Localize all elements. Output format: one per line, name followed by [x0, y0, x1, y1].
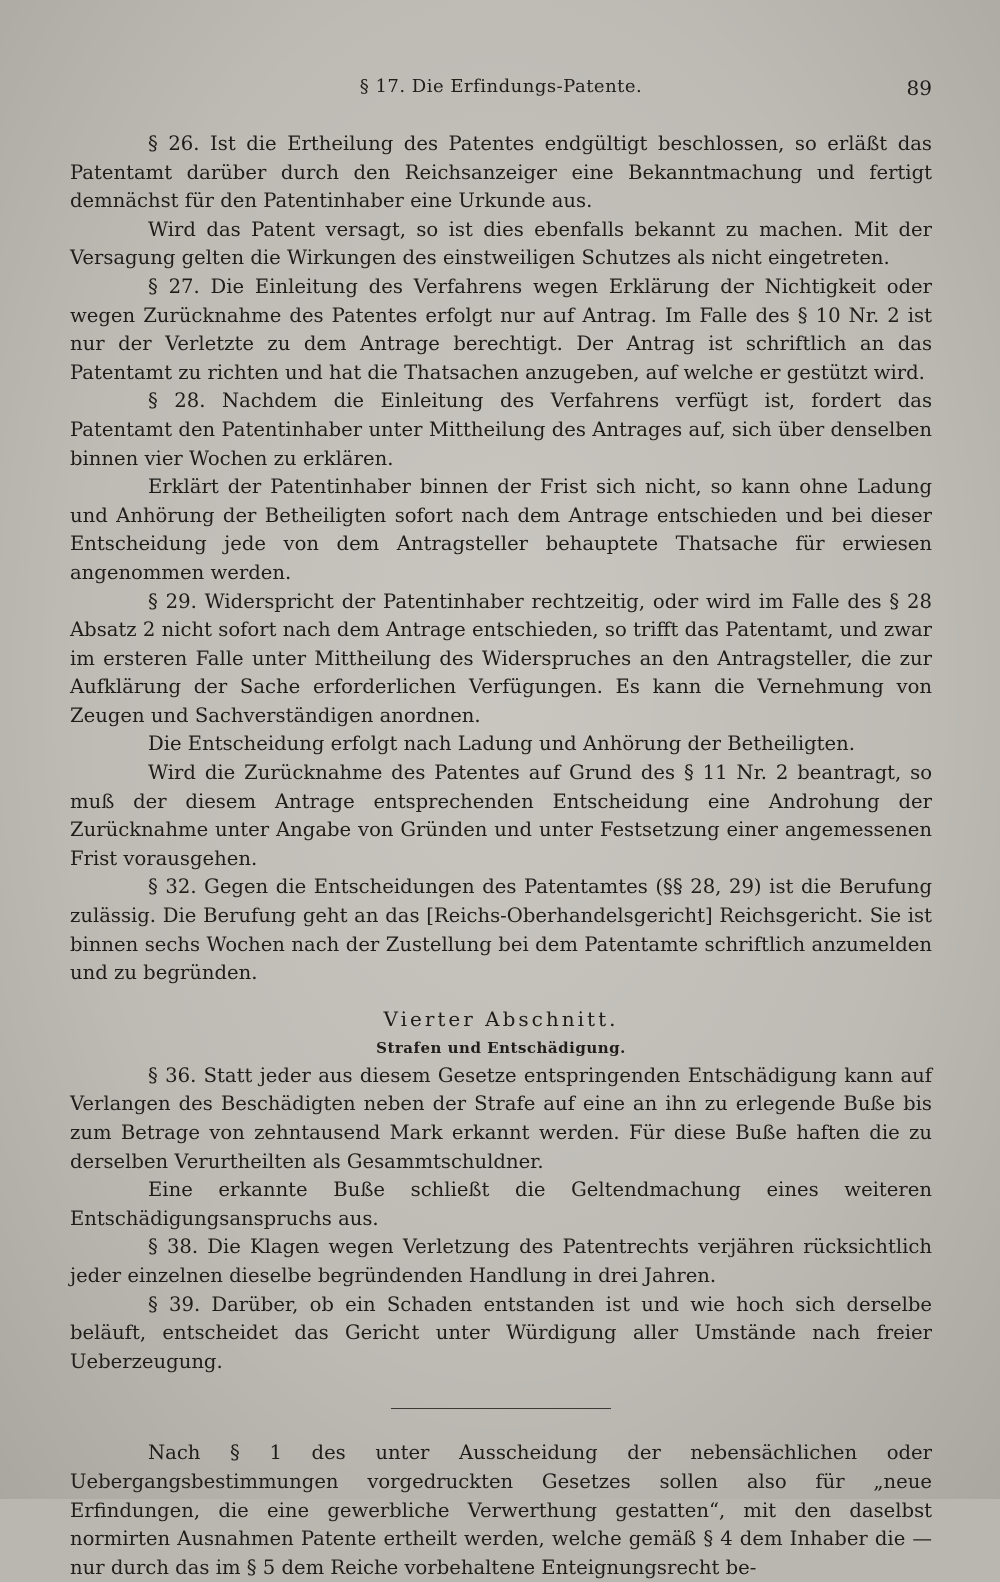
paragraph-32: § 32. Gegen die Entscheidungen des Patentamtes (§§ 28, 29) ist die Berufung zulässig. Die Berufung geht an das [Reichs-Oberhandelsgericht] Reichsgericht. Sie ist binnen sechs Wochen nach der Zustellung bei dem Patentamte schriftlich anzumelden und zu begründen.: [70, 875, 932, 985]
paragraph-28: § 28. Nachdem die Einleitung des Verfahrens verfügt ist, fordert das Patentamt den Patentinhaber unter Mittheilung des Antrages auf, sich über denselben binnen vier Wochen zu erklären.: [70, 389, 932, 470]
body-text: [70, 130, 932, 1582]
commentary-paragraph: Nach § 1 des unter Ausscheidung der nebensächlichen oder Uebergangsbestimmungen vorgedruckten Gesetzes sollen also für „neue Erfindungen, die eine gewerbliche Verwerthung gestatten“, mit den daselbst normirten Ausnahmen Patente ertheilt werden, welche gemäß § 4 dem Inhaber die — nur durch das im § 5 dem Reiche vorbehaltene Enteignungsrecht be-: [70, 1441, 932, 1579]
paragraph-39: § 39. Darüber, ob ein Schaden entstanden ist und wie hoch sich derselbe beläuft, entscheidet das Gericht unter Würdigung aller Umstände nach freier Ueberzeugung.: [70, 1292, 932, 1373]
paragraph-28-frist: Erklärt der Patentinhaber binnen der Frist sich nicht, so kann ohne Ladung und Anhörung der Betheiligten sofort nach dem Antrage entschieden und bei dieser Entscheidung jede von dem Antragsteller behauptete Thatsache für erwiesen angenommen werden.: [70, 475, 932, 584]
paragraph-27: § 27. Die Einleitung des Verfahrens wegen Erklärung der Nichtigkeit oder wegen Zurücknahme des Patentes erfolgt nur auf Antrag. Im Falle des § 10 Nr. 2 ist nur der Verletzte zu dem Antrage berechtigt. Der Antrag ist schriftlich an das Patentamt zu richten und hat die Thatsachen anzugeben, auf welche er gestützt wird.: [70, 274, 932, 384]
paragraph-29-entscheidung: Die Entscheidung erfolgt nach Ladung und Anhörung der Betheiligten.: [148, 732, 855, 756]
paragraph-36-busse: Eine erkannte Buße schließt die Geltendmachung eines weiteren Entschädigungsanspruchs aus.: [70, 1178, 932, 1230]
paragraph-29: § 29. Widerspricht der Patentinhaber rechtzeitig, oder wird im Falle des § 28 Absatz 2 nicht sofort nach dem Antrage entschieden, so trifft das Patentamt, und zwar im ersteren Falle unter Mittheilung des Widerspruches an den Antragsteller, die zur Aufklärung der Sache erforderlichen Verfügungen. Es kann die Vernehmung von Zeugen und Sachverständigen anordnen.: [70, 589, 932, 727]
separator-rule: [391, 1408, 611, 1409]
paragraph-26-versagung: Wird das Patent versagt, so ist dies ebenfalls bekannt zu machen. Mit der Versagung gelten die Wirkungen des einstweiligen Schutzes als nicht eingetreten.: [70, 217, 932, 270]
page-number: 89: [906, 76, 932, 100]
section-subtitle: Strafen und Entschädigung.: [376, 1038, 626, 1057]
paragraph-38: § 38. Die Klagen wegen Verletzung des Patentrechts verjähren rücksichtlich jeder einzelnen dieselbe begründenden Handlung in drei Jahren.: [70, 1235, 932, 1287]
paragraph-36: § 36. Statt jeder aus diesem Gesetze entspringenden Entschädigung kann auf Verlangen des Beschädigten neben der Strafe auf eine an ihn zu erlegende Buße bis zum Betrage von zehntausend Mark erkannt werden. Für diese Buße haften die zu derselben Verurtheilten als Gesammtschuldner.: [70, 1063, 932, 1173]
running-header: [70, 76, 932, 106]
paragraph-29-zuruecknahme: Wird die Zurücknahme des Patentes auf Grund des § 11 Nr. 2 beantragt, so muß der diesem Antrage entsprechenden Entscheidung eine Androhung der Zurücknahme unter Angabe von Gründen und unter Festsetzung einer angemessenen Frist vorausgehen.: [70, 761, 932, 870]
section-title: Vierter Abschnitt.: [383, 1006, 619, 1031]
running-title: § 17. Die Erfindungs-Patente.: [359, 76, 643, 97]
paragraph-26: § 26. Ist die Ertheilung des Patentes endgültigt beschlossen, so erläßt das Patentamt darüber durch den Reichsanzeiger eine Bekanntmachung und fertigt demnächst für den Patentinhaber eine Urkunde aus.: [70, 132, 932, 213]
